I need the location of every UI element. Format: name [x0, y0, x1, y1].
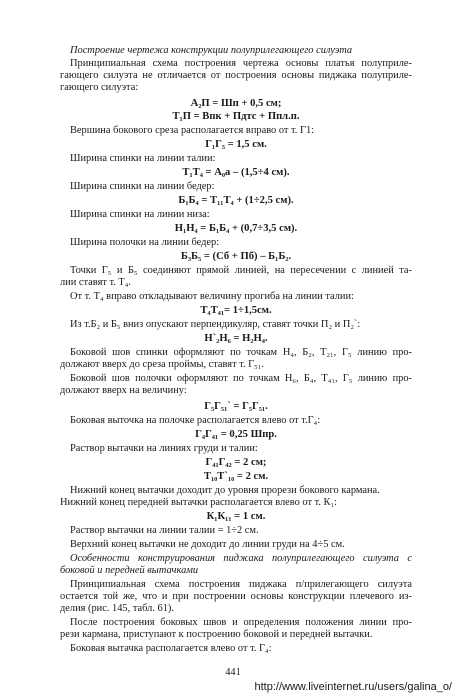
- text-line: От т. Т₄ вправо откладывают величину прогиба на линии талии:: [70, 291, 354, 302]
- text-line: Боковая выточка на полочке располагается влево от т.Г₄:: [70, 415, 321, 426]
- text-line: Принципиальная схема построения чертежа основы платья полуприле-: [70, 58, 412, 69]
- text-line: Боковой шов полочки оформляют по точкам Н₆, Б₄, Т₄₁, Г₅ линию про-: [70, 373, 412, 384]
- text-line: Г₅Г₅₁` = Г₅Г₅₁.: [204, 401, 268, 412]
- text-line: делия (рис. 145, табл. 61).: [60, 603, 174, 614]
- text-line: должают вверх до среза проймы, ставят т. Г₅₁.: [60, 359, 265, 370]
- text-line: Н`₂Н₆ = Н₂Н₄.: [204, 333, 268, 344]
- text-line: лии ставят т. Т₄.: [60, 277, 132, 288]
- text-line: Точки Г₅ и Б₅ соединяют прямой линией, на пересечении с линией та-: [70, 265, 412, 276]
- text-line: Т₁Т₄ = А₀а – (1,5÷4 см).: [182, 167, 290, 178]
- text-line: Т₄Т₄₁= 1÷1,5см.: [200, 305, 272, 316]
- text-line: Ширина спинки на линии низа:: [70, 209, 210, 220]
- text-line: К₁К₁₁ = 1 см.: [206, 511, 266, 522]
- text-line: Ширина спинки на линии талии:: [70, 153, 216, 164]
- text-line: рези кармана, приступают к построению боковой и передней вытачки.: [60, 629, 373, 640]
- text-line: Построение чертежа конструкции полуприлегающего силуэта: [70, 45, 353, 56]
- text-line: должают вверх на величину:: [60, 385, 187, 396]
- text-line: Особенности конструирования пиджака полуприлегающего силуэта с: [70, 553, 412, 564]
- text-line: Ширина полочки на линии бедер:: [70, 237, 220, 248]
- text-line: Г₄Г₄₁ = 0,25 Шпр.: [195, 429, 277, 440]
- text-line: А₂П = Шп + 0,5 см;: [190, 98, 282, 109]
- text-line: Раствор вытачки на линиях груди и талии:: [70, 443, 258, 454]
- text-line: Из т.Б₂ и Б₅ вниз опускают перпендикуляр, ставят точки П₂ и П₂`:: [70, 319, 361, 330]
- text-line: Вершина бокового среза располагается вправо от т. Г1:: [70, 125, 315, 136]
- text-line: Нижний конец передней вытачки располагается влево от т. К₁:: [60, 497, 337, 508]
- text-line: остается той же, что и при построении основы конструкции плечевого из-: [60, 591, 412, 602]
- text-line: Принципиальная схема построения пиджака п/прилегающего силуэта: [70, 579, 412, 590]
- text-line: Ширина спинки на линии бедер:: [70, 181, 215, 192]
- watermark-url: http://www.liveinternet.ru/users/galina_o/: [254, 681, 452, 693]
- text-line: Т₁П = Впк + Пдтс + Ппл.п.: [172, 111, 300, 122]
- text-line: Н₁Н₄ = Б₁Б₄ + (0,7÷3,5 см).: [174, 223, 298, 234]
- text-line: Нижний конец вытачки доходит до уровня прорези бокового кармана.: [70, 485, 380, 496]
- text-line: гающего силуэта:: [60, 82, 139, 93]
- text-line: Б₃Б₅ = (Сб + Пб) – Б₁Б₂.: [180, 251, 292, 262]
- text-line: Верхний конец вытачки не доходит до линии груди на 4÷5 см.: [70, 539, 345, 550]
- text-line: Б₁Б₄ = Т₁₁Т₄ + (1÷2,5 см).: [178, 195, 294, 206]
- text-line: После построения боковых швов и определения положения линии про-: [70, 617, 412, 628]
- page-number: 441: [225, 667, 241, 678]
- text-line: Боковой шов спинки оформляют по точкам Н₄, Б₂, Т₂₁, Г₅ линию про-: [70, 347, 412, 358]
- text-line: Т₁₀Т`₁₀ = 2 см.: [203, 471, 269, 482]
- text-line: Г₄₁Г₄₂ = 2 см;: [205, 457, 267, 468]
- text-line: Боковая вытачка располагается влево от т. Г₄:: [70, 643, 272, 654]
- text-line: боковой и передней вытачками: [60, 565, 199, 576]
- text-line: Г₁Г₅ = 1,5 см.: [205, 139, 267, 150]
- text-line: Раствор вытачки на линии талии = 1÷2 см.: [70, 525, 259, 536]
- text-line: гающего силуэта не отличается от построения основы пиджака полуприле-: [60, 70, 412, 81]
